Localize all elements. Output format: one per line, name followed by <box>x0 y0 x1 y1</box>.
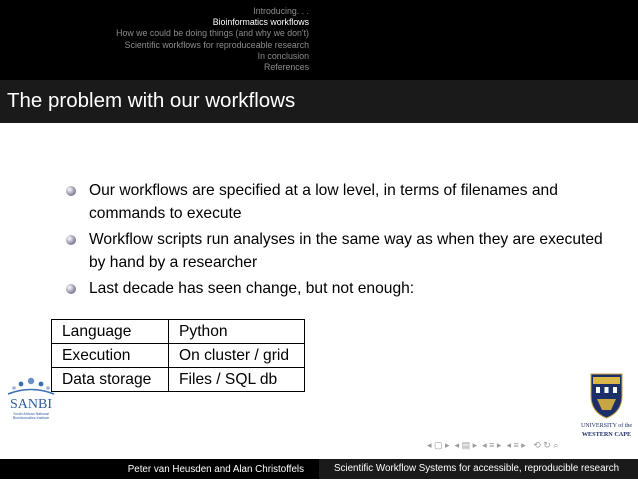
nav-section-conclusion[interactable]: In conclusion <box>257 50 309 61</box>
sanbi-logo <box>2 376 60 436</box>
frame-title: The problem with our workflows <box>7 89 296 112</box>
list-item <box>66 229 606 274</box>
navigate-subsection-icon[interactable]: ◂ ▤ ▸ <box>452 440 478 450</box>
list-item-text: Last decade has seen change, but not enough: <box>89 280 415 297</box>
nav-section-references[interactable]: References <box>264 62 309 73</box>
footer-authors: Peter van Heusden and Alan Christoffels <box>127 464 304 475</box>
search-icon[interactable]: ⟲ ↻ ⌕ <box>528 440 559 450</box>
nav-section-scientific-workflows[interactable]: Scientific workflows for reproduceable research <box>124 39 309 50</box>
bullet-ball-icon <box>66 284 76 294</box>
sanbi-subtitle: South African National Bioinformatics Institute <box>12 412 50 421</box>
table-cell: Files / SQL db <box>169 368 305 392</box>
navigate-section-icon[interactable]: ◂ ≡ ▸ <box>479 440 502 450</box>
nav-section-how-we-could[interactable]: How we could be doing things (and why we don't) <box>116 28 309 39</box>
sanbi-wordmark: SANBI <box>9 397 53 412</box>
table-cell: On cluster / grid <box>169 344 305 368</box>
section-navigation-bar <box>0 0 638 80</box>
footer-talk-title: Scientific Workflow Systems for accessible, reproducible research <box>334 463 620 474</box>
nav-section-introducing[interactable]: Introducing. . . <box>253 6 309 16</box>
table-row <box>52 344 305 368</box>
table-row <box>52 368 305 392</box>
navigate-document-icon[interactable]: ◂ ≡ ▸ <box>503 440 526 450</box>
footer-title-box <box>319 459 638 479</box>
workflow-table <box>51 319 305 392</box>
footer-bar <box>0 459 638 479</box>
list-item <box>66 278 606 301</box>
uwc-wordmark-line2: WESTERN CAPE <box>581 431 632 438</box>
navigate-frame-icon[interactable]: ◂ ▢ ▸ <box>427 440 450 450</box>
list-item-text: Workflow scripts run analyses in the same way as when they are executed by hand by a researcher <box>89 231 603 271</box>
list-item-text: Our workflows are specified at a low level, in terms of filenames and commands to execute <box>89 182 558 222</box>
uwc-wordmark-line1: UNIVERSITY of the <box>580 423 633 429</box>
table-cell: Execution <box>52 344 169 368</box>
list-item <box>66 180 606 225</box>
table-cell: Data storage <box>52 368 169 392</box>
bullet-ball-icon <box>66 186 76 196</box>
table-row <box>52 320 305 344</box>
table-cell: Python <box>169 320 305 344</box>
uwc-logo <box>575 372 638 440</box>
bullet-list <box>66 180 606 305</box>
footer-authors-box <box>0 459 319 479</box>
nav-section-bioinformatics-workflows[interactable]: Bioinformatics workflows <box>212 17 309 28</box>
sanbi-logo-mark <box>8 378 54 394</box>
section-list <box>0 6 309 73</box>
beamer-navigation-symbols <box>427 440 558 451</box>
uwc-crest <box>591 374 622 418</box>
table-cell: Language <box>52 320 169 344</box>
bullet-ball-icon <box>66 235 76 245</box>
frame-title-bar <box>0 80 638 123</box>
